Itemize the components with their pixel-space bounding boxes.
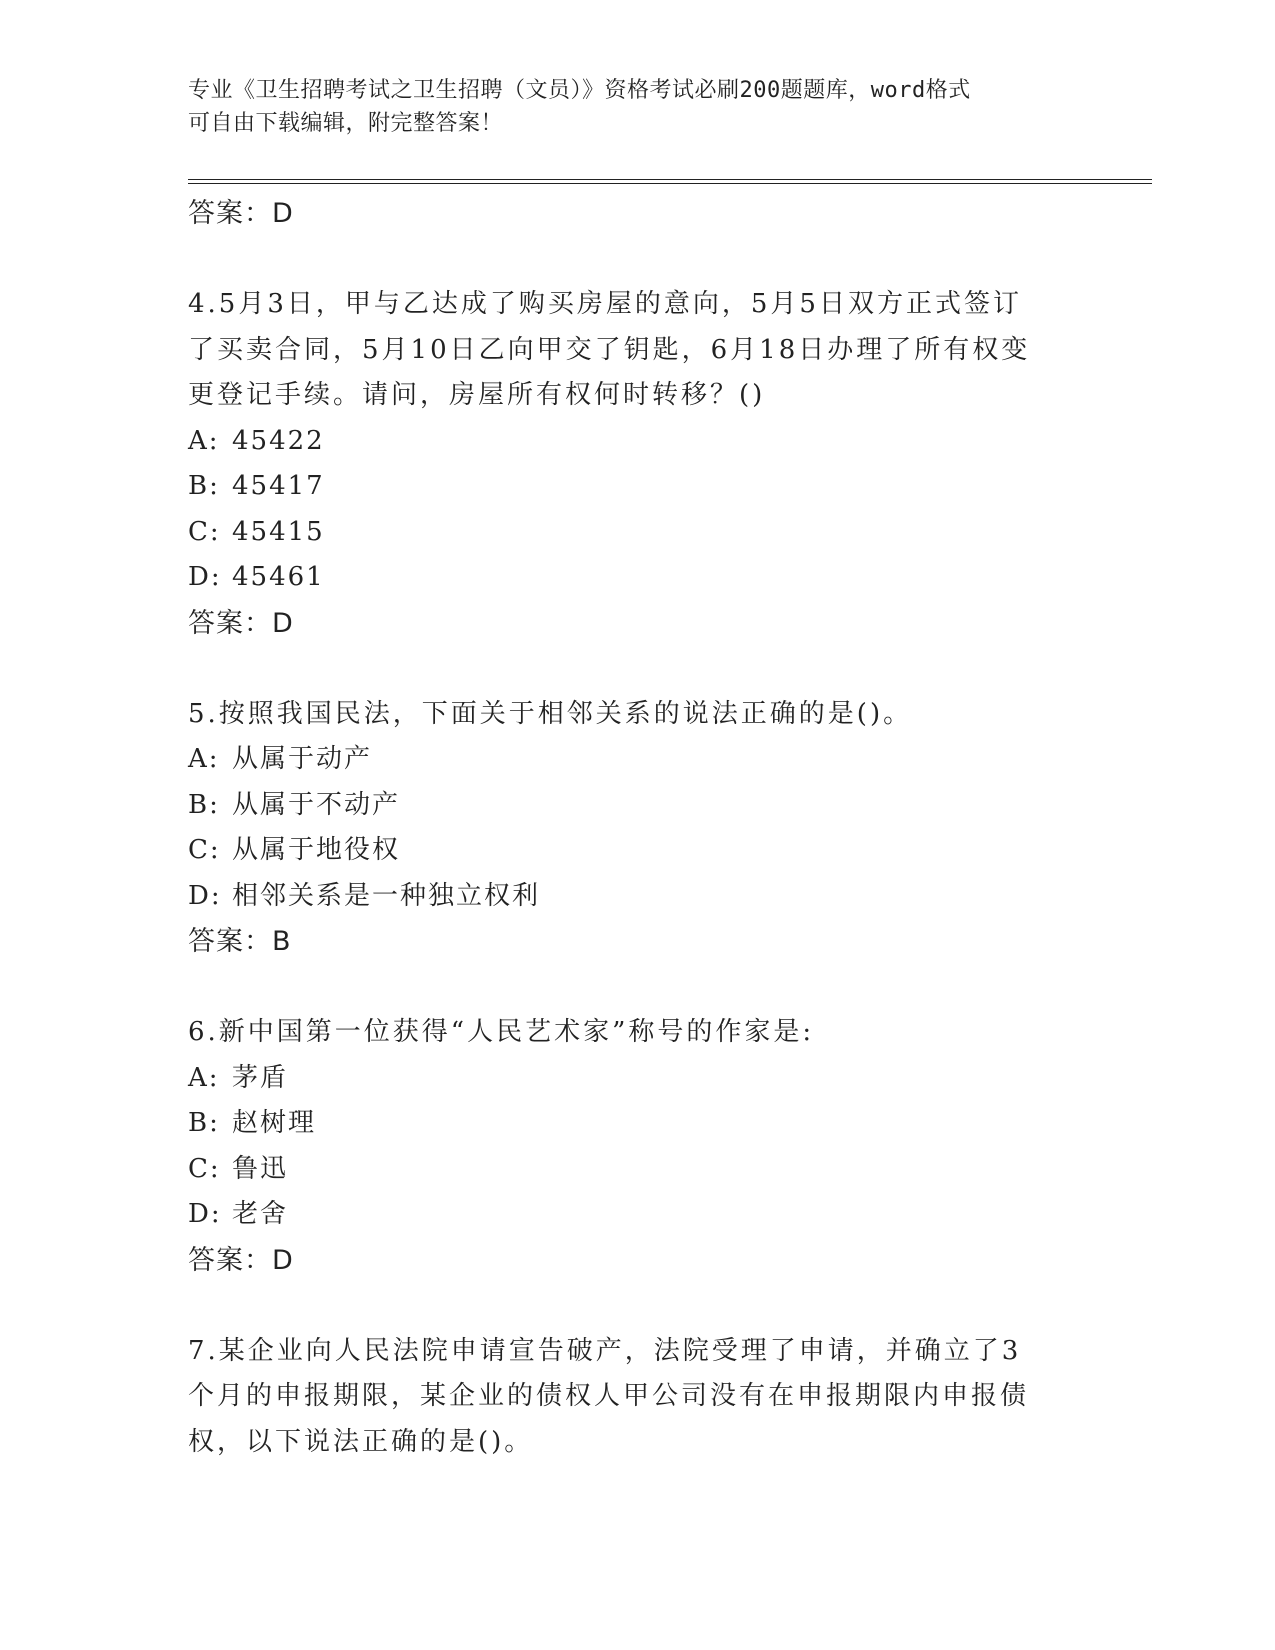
option-c <box>188 828 1088 874</box>
option-text: 相邻关系是一种独立权利 <box>232 880 541 911</box>
question-stem: 5.按照我国民法，下面关于相邻关系的说法正确的是()。 <box>188 698 913 729</box>
question-stem: 6.新中国第一位获得“人民艺术家”称号的作家是: <box>188 1017 815 1047</box>
option-text: 45422 <box>232 425 325 456</box>
option-key: D: <box>188 880 222 911</box>
option-key: D: <box>188 562 222 592</box>
option-d <box>188 1192 1088 1238</box>
option-b <box>188 783 1088 829</box>
option-text: 45417 <box>232 471 325 501</box>
question-block <box>188 692 1088 965</box>
answer-line: 答案：D <box>188 607 294 639</box>
question-stem: 7.某企业向人民法院申请宣告破产，法院受理了申请，并确立了3个月的申报期限，某企业的债权人甲公司没有在申报期限内申报债权，以下说法正确的是()。 <box>188 1335 1030 1457</box>
option-c <box>188 510 1088 556</box>
option-text: 茅盾 <box>232 1062 289 1093</box>
option-d <box>188 874 1088 920</box>
option-key: D: <box>188 1199 222 1229</box>
option-b <box>188 464 1088 510</box>
document-header <box>188 74 1068 140</box>
option-c <box>188 1147 1088 1193</box>
option-key: B: <box>188 1108 220 1138</box>
option-text: 从属于动产 <box>232 744 373 774</box>
option-key: A: <box>188 1062 220 1093</box>
header-line-1: 专业《卫生招聘考试之卫生招聘（文员）》资格考试必刷200题题库，word格式 <box>188 78 971 103</box>
option-text: 45461 <box>232 562 325 592</box>
option-key: B: <box>188 471 220 501</box>
question-list <box>188 191 1088 1465</box>
option-text: 鲁迅 <box>232 1153 289 1184</box>
option-key: C: <box>188 1153 221 1184</box>
option-key: B: <box>188 789 220 820</box>
option-key: A: <box>188 744 220 774</box>
option-text: 老舍 <box>232 1199 289 1229</box>
option-b <box>188 1101 1088 1147</box>
option-a <box>188 737 1088 783</box>
answer-line: 答案：D <box>188 198 294 229</box>
answer-line: 答案：D <box>188 1244 294 1276</box>
option-text: 从属于地役权 <box>232 835 401 865</box>
question-block <box>188 1329 1088 1466</box>
option-a <box>188 1056 1088 1102</box>
header-divider-bottom <box>188 183 1152 184</box>
header-divider-top <box>188 179 1152 180</box>
question-block <box>188 1010 1088 1283</box>
header-line-2: 可自由下载编辑，附完整答案！ <box>188 111 504 136</box>
question-block <box>188 282 1088 646</box>
option-a <box>188 419 1088 465</box>
option-key: C: <box>188 835 221 865</box>
question-stem: 4.5月3日，甲与乙达成了购买房屋的意向，5月5日双方正式签订了买卖合同，5月10日乙向甲交了钥匙，6月18日办理了所有权变更登记手续。请问，房屋所有权何时转移？() <box>188 289 1031 410</box>
answer-line: 答案：B <box>188 926 292 957</box>
option-d <box>188 555 1088 601</box>
option-key: C: <box>188 516 221 547</box>
option-text: 赵树理 <box>232 1108 317 1138</box>
option-key: A: <box>188 425 220 456</box>
option-text: 从属于不动产 <box>232 789 401 820</box>
option-text: 45415 <box>232 516 325 547</box>
